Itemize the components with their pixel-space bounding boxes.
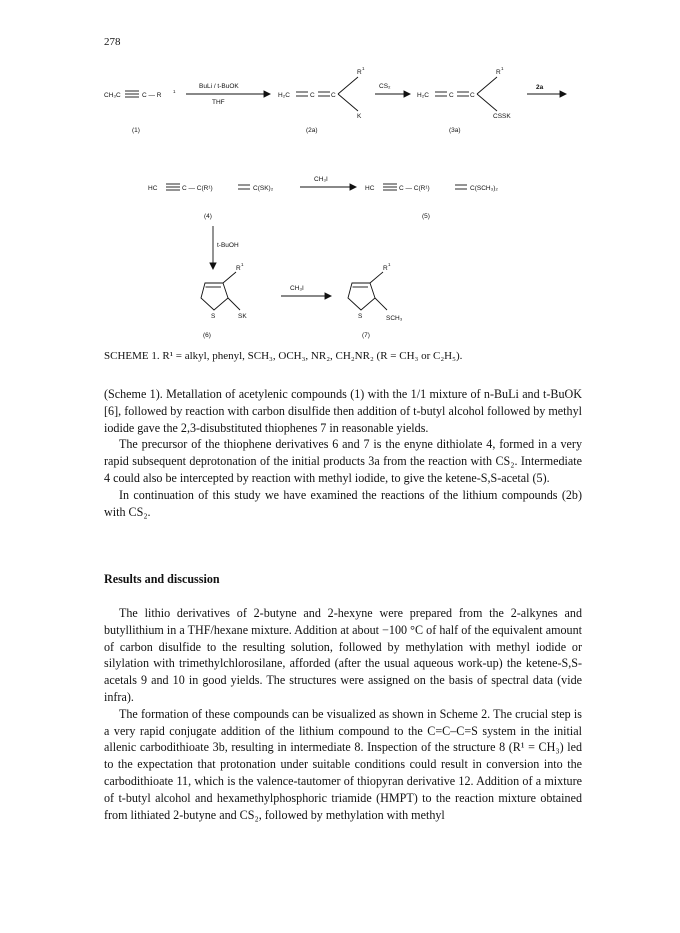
compound-4-label: (4) bbox=[204, 213, 212, 220]
svg-text:C: C bbox=[331, 92, 336, 99]
compound-5-end: C(SCH₃)₂ bbox=[470, 185, 498, 192]
reagent-cs2: CS₂ bbox=[379, 83, 391, 90]
body-text-2 bbox=[104, 605, 582, 823]
reagent-buli: BuLi / t-BuOK bbox=[199, 83, 239, 90]
compound-3a-formula: H₂C bbox=[417, 92, 429, 99]
reaction-arrow-6 bbox=[281, 293, 331, 299]
compound-1-tail: C — R bbox=[142, 92, 162, 99]
compound-5-formula: HC bbox=[365, 185, 375, 192]
body-text-1 bbox=[104, 386, 582, 520]
reaction-arrow-5 bbox=[210, 226, 216, 269]
reaction-arrow-2 bbox=[375, 91, 410, 97]
compound-2a-r1: R bbox=[357, 69, 362, 76]
compound-1-label: (1) bbox=[132, 127, 140, 134]
page-number: 278 bbox=[104, 36, 121, 48]
paragraph-3: In continuation of this study we have examined the reactions of the lithium compounds (2b) with CS₂. bbox=[104, 487, 582, 519]
compound-7-label: (7) bbox=[362, 332, 370, 339]
svg-text:C: C bbox=[470, 92, 475, 99]
compound-7-sch3: SCH₃ bbox=[386, 315, 403, 322]
svg-text:1: 1 bbox=[501, 66, 504, 71]
svg-text:1: 1 bbox=[241, 262, 244, 267]
svg-text:1: 1 bbox=[362, 66, 365, 71]
compound-2a-formula: H₂C bbox=[278, 92, 290, 99]
arrow-3-label: 2a bbox=[536, 84, 544, 91]
compound-3a-r1: R bbox=[496, 69, 501, 76]
compound-6-sk: SK bbox=[238, 313, 247, 320]
reagent-ch3i-2: CH₃I bbox=[290, 285, 304, 292]
reaction-arrow-1 bbox=[186, 91, 270, 97]
compound-4-end: C(SK)₂ bbox=[253, 185, 274, 192]
compound-3a-cssk: CSSK bbox=[493, 113, 511, 120]
compound-2a-label: (2a) bbox=[306, 127, 318, 134]
compound-6-r1: R bbox=[236, 265, 241, 272]
paragraph-1: (Scheme 1). Metallation of acetylenic compounds (1) with the 1/1 mixture of n-BuLi and t-BuOK [6], followed by reaction with carbon disulfide then addition of t-butyl alcohol followed by methyl iodide gave the 2,3-disubstituted thiophenes 7 in reasonable yields. bbox=[104, 387, 582, 435]
reagent-tbuoh: t-BuOH bbox=[217, 242, 239, 249]
svg-text:1: 1 bbox=[388, 262, 391, 267]
compound-6-s: S bbox=[211, 313, 216, 320]
thiophene-ring-7 bbox=[348, 272, 387, 310]
compound-4-tail: C — C(R¹) bbox=[182, 185, 213, 192]
svg-text:1: 1 bbox=[173, 89, 176, 94]
compound-4-formula: HC bbox=[148, 185, 158, 192]
reagent-ch3i: CH₃I bbox=[314, 176, 328, 183]
solvent-thf: THF bbox=[212, 99, 225, 106]
reaction-arrow-4 bbox=[300, 184, 356, 190]
svg-text:C: C bbox=[449, 92, 454, 99]
compound-6-label: (6) bbox=[203, 332, 211, 339]
paragraph-2: The precursor of the thiophene derivatives 6 and 7 is the enyne dithiolate 4, formed in a very rapid subsequent deprotonation of the initial products 3a from the reaction with CS₂. Intermediate 4 could also be intercepted by reaction with methyl iodide, to give the ketene-S,S-acetal (5). bbox=[104, 437, 582, 485]
compound-5-tail: C — C(R¹) bbox=[399, 185, 430, 192]
reaction-arrow-3 bbox=[527, 91, 566, 97]
compound-5-label: (5) bbox=[422, 213, 430, 220]
thiophene-ring-6 bbox=[201, 272, 240, 310]
paragraph-5: The formation of these compounds can be visualized as shown in Scheme 2. The crucial step is a very rapid conjugate addition of the lithium compound to the C=C–C=S system in the initial allenic carbodithioate 3b, resulting in intermediate 8. Inspection of the structure 8 (R¹ = CH₃) led to the expectation that protonation under suitable conditions could result in conversion into the carbodithioate 11, which is the valence-tautomer of thiopyran derivative 12. Addition of a mixture of t-butyl alcohol and hexamethylphosphoric triamide (HMPT) to the reaction mixture obtained from lithiated 2-butyne and CS₂, followed by methylation with methyl bbox=[104, 706, 582, 822]
scheme-caption: SCHEME 1. R¹ = alkyl, phenyl, SCH₃, OCH₃, NR₂, CH₂NR₂ (R = CH₃ or C₂H₅). bbox=[104, 350, 463, 362]
compound-7-s: S bbox=[358, 313, 363, 320]
compound-3a-label: (3a) bbox=[449, 127, 461, 134]
triple-bond-icon bbox=[125, 91, 139, 97]
compound-7-r1: R bbox=[383, 265, 388, 272]
reaction-scheme bbox=[0, 0, 680, 345]
compound-2a-k: K bbox=[357, 113, 362, 120]
paragraph-4: The lithio derivatives of 2-butyne and 2-hexyne were prepared from the 2-alkynes and butyllithium in a THF/hexane mixture. Addition at about −100 °C of half of the equivalent amount of carbon disulfide to the resulting solution, followed by methylation with methyl iodide or silylation with trimethylchlorosilane, afforded (after the usual aqueous work-up) the ketene-S,S-acetals 9 and 10 in good yields. The structures were assigned on the basis of spectral data (vide infra). bbox=[104, 606, 582, 704]
section-heading: Results and discussion bbox=[104, 572, 220, 586]
svg-text:C: C bbox=[310, 92, 315, 99]
compound-1-formula: CH₃C bbox=[104, 92, 121, 99]
